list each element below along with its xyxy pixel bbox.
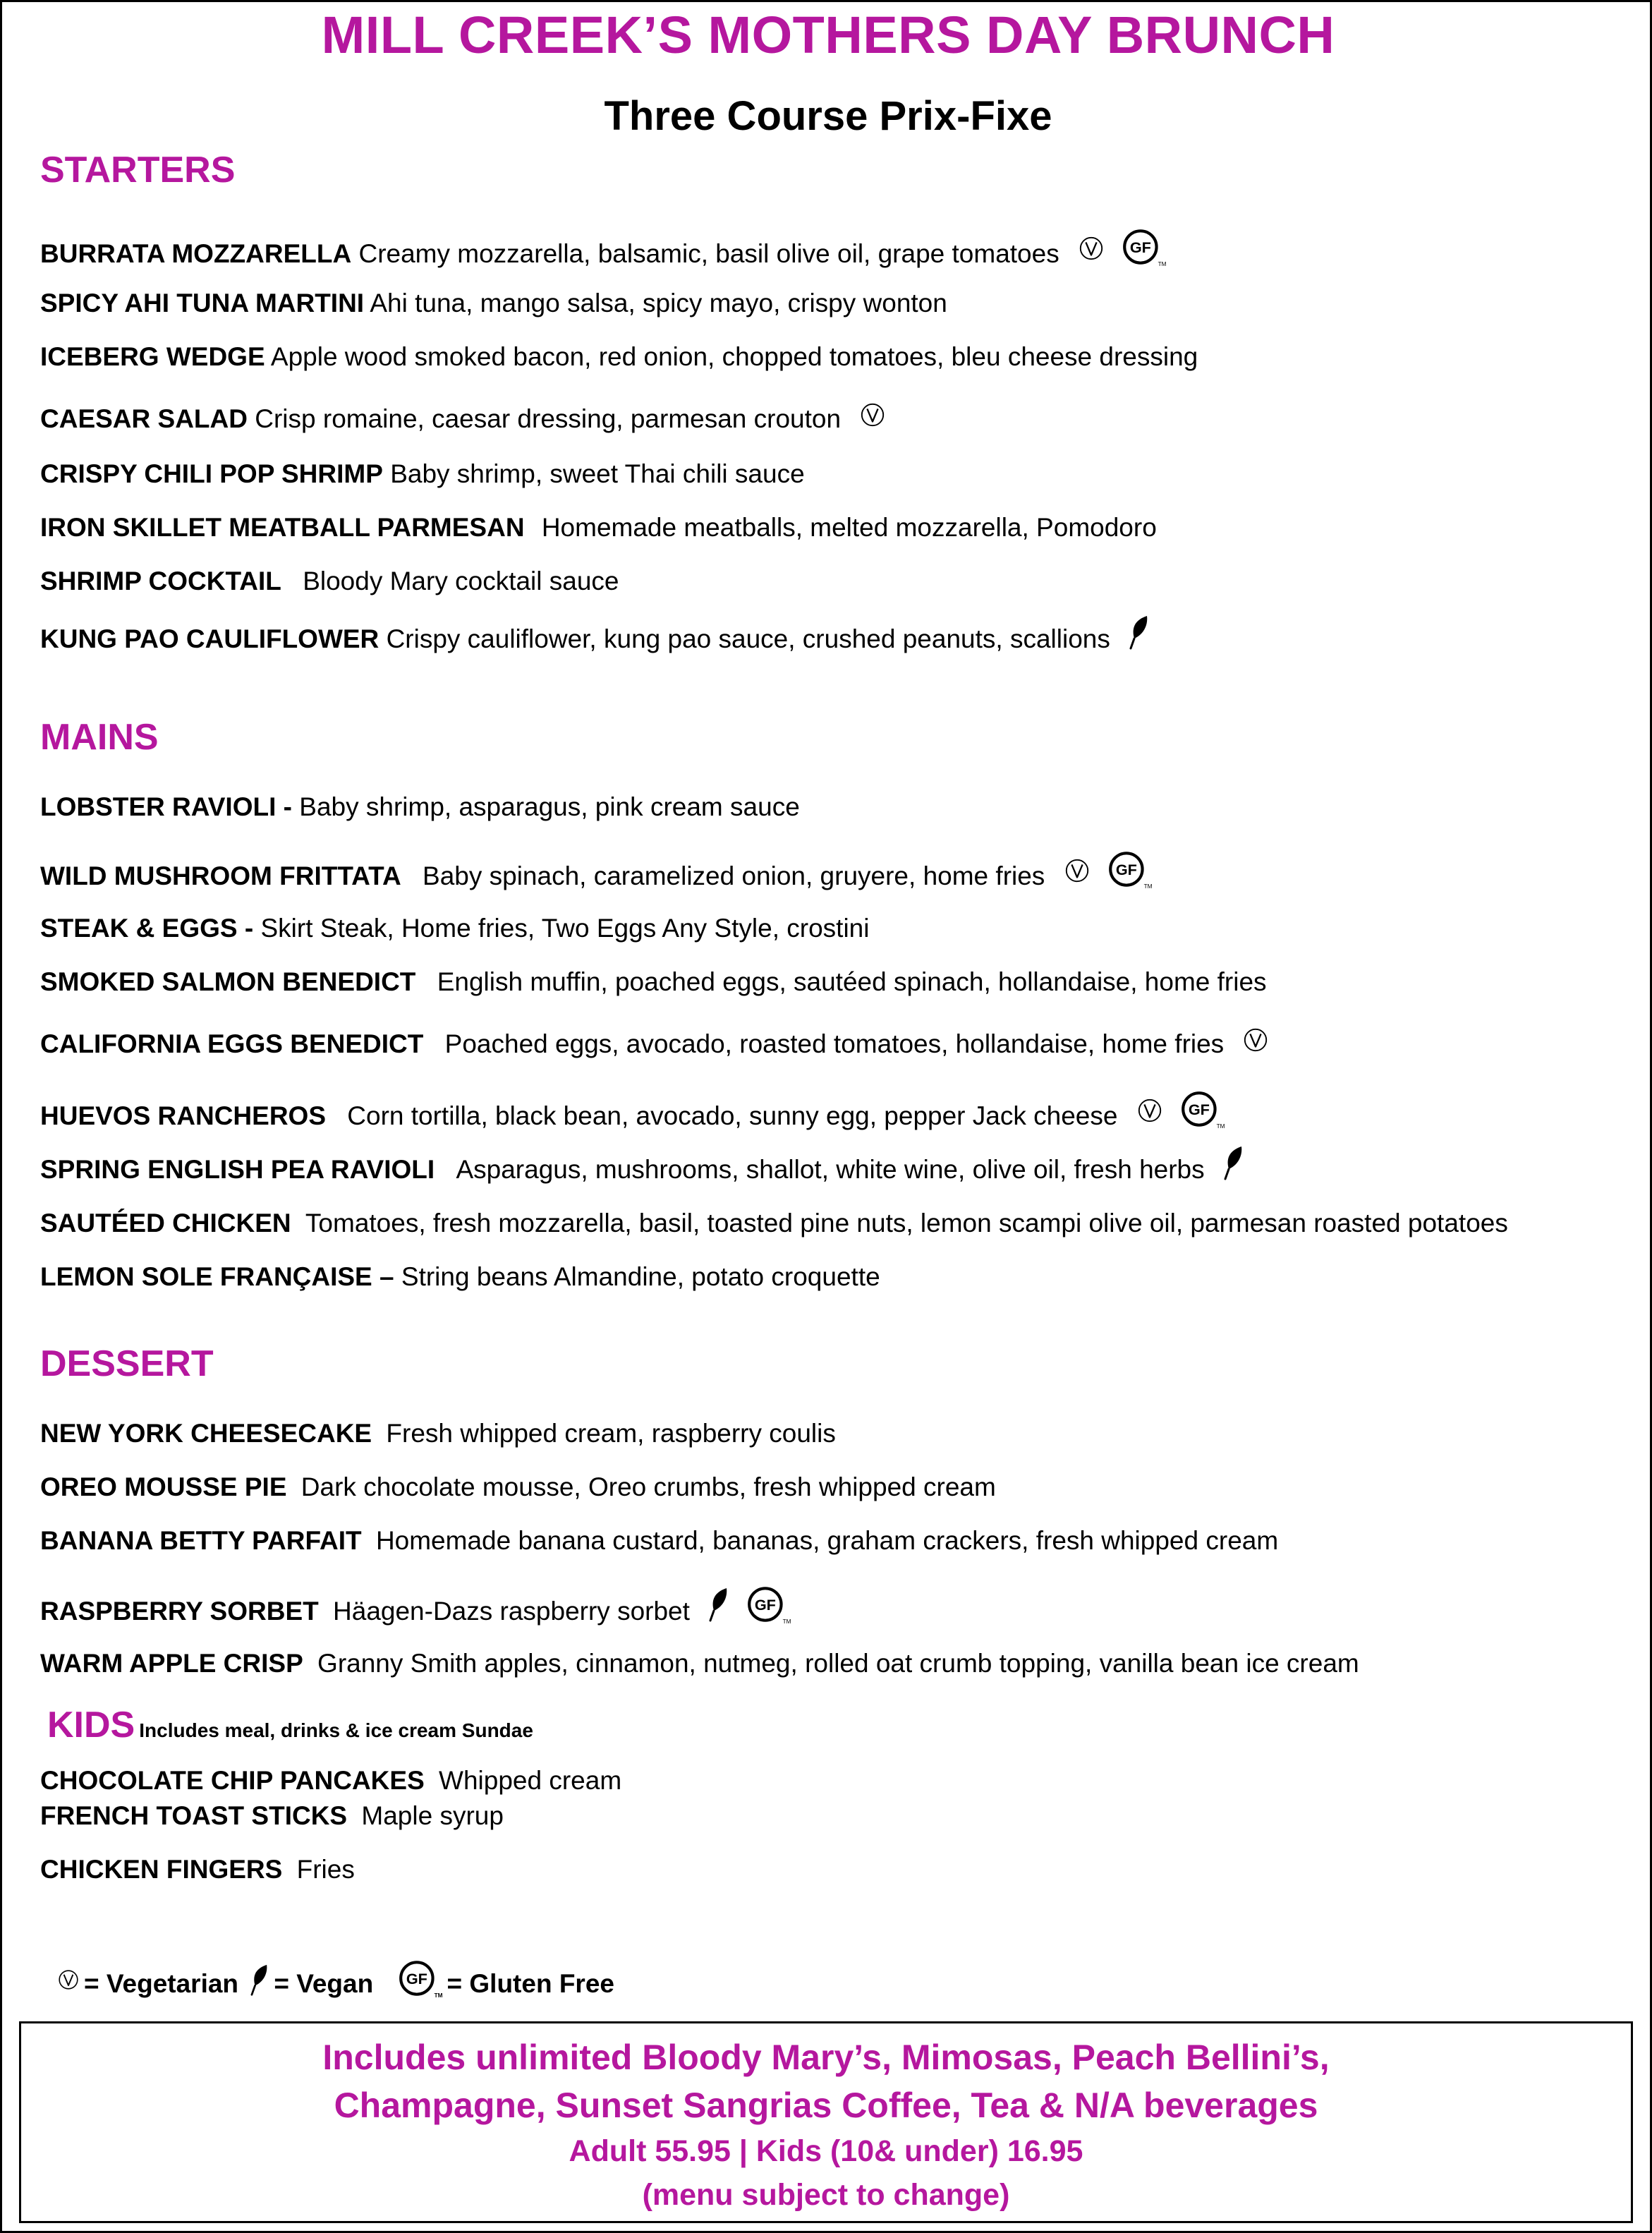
item-description: Maple syrup (361, 1801, 504, 1830)
item-name: RASPBERRY SORBET (40, 1596, 319, 1626)
vegetarian-icon (1078, 242, 1105, 269)
item-description: Homemade meatballs, melted mozzarella, Pomodoro (541, 513, 1157, 542)
menu-item (40, 1097, 1229, 1138)
menu-item (40, 914, 869, 944)
item-description: Crispy cauliflower, kung pao sauce, crushed peanuts, scallions (386, 624, 1110, 653)
item-name: STEAK & EGGS (40, 914, 238, 943)
gluten-free-icon (1120, 235, 1167, 276)
menu-item (40, 792, 800, 823)
menu-item (40, 1029, 1273, 1060)
page-title: MILL CREEK’S MOTHERS DAY BRUNCH (321, 6, 1335, 64)
item-name: WILD MUSHROOM FRITTATA (40, 861, 401, 890)
menu-item (40, 1855, 355, 1885)
item-description: Fries (296, 1855, 355, 1884)
item-description: Baby shrimp, sweet Thai chili sauce (390, 459, 805, 488)
dietary-legend (53, 1965, 614, 2006)
legend-vegan-label: = Vegan (274, 1968, 374, 1998)
item-name: SAUTÉED CHICKEN (40, 1209, 291, 1237)
menu-item (40, 1592, 796, 1633)
item-name: OREO MOUSSE PIE (40, 1472, 287, 1501)
item-name: SMOKED SALMON BENEDICT (40, 967, 416, 996)
beverage-pricing-box (19, 2021, 1633, 2223)
gluten-free-icon (396, 1965, 443, 2006)
item-name: CALIFORNIA EGGS BENEDICT (40, 1029, 424, 1058)
gluten-free-icon (1179, 1097, 1225, 1138)
page-subtitle: Three Course Prix-Fixe (604, 93, 1052, 139)
item-description: Apple wood smoked bacon, red onion, chopped tomatoes, bleu cheese dressing (270, 342, 1198, 371)
item-description: Ahi tuna, mango salsa, spicy mayo, crispy wonton (370, 289, 947, 317)
menu-item (40, 404, 890, 435)
item-description: Asparagus, mushrooms, shallot, white wine, olive oil, fresh herbs (456, 1154, 1205, 1184)
section-heading-mains: MAINS (40, 717, 159, 758)
kids-note: Includes meal, drinks & ice cream Sundae (139, 1719, 533, 1741)
item-description: Poached eggs, avocado, roasted tomatoes, hollandaise, home fries (444, 1029, 1225, 1058)
section-heading-kids (47, 1704, 533, 1746)
kids-heading-label: KIDS (47, 1705, 135, 1745)
vegetarian-icon (1136, 1104, 1163, 1131)
menu-item (40, 1419, 836, 1449)
item-name: SPRING ENGLISH PEA RAVIOLI (40, 1154, 435, 1184)
menu-item (40, 1649, 1359, 1679)
item-name: SHRIMP COCKTAIL (40, 567, 281, 595)
item-description: Häagen-Dazs raspberry sorbet (333, 1596, 690, 1626)
item-separator: - (244, 914, 254, 943)
menu-item (40, 967, 1267, 998)
item-name: CAESAR SALAD (40, 404, 248, 433)
beverage-line-1: Includes unlimited Bloody Mary’s, Mimosas, Peach Bellini’s, (322, 2038, 1330, 2077)
item-name: LOBSTER RAVIOLI (40, 792, 277, 821)
item-name: WARM APPLE CRISP (40, 1649, 303, 1678)
menu-disclaimer: (menu subject to change) (642, 2178, 1010, 2212)
menu-item (40, 289, 947, 319)
vegetarian-icon (1064, 864, 1091, 891)
item-description: Skirt Steak, Home fries, Two Eggs Any Style, crostini (260, 914, 870, 943)
vegetarian-icon (1242, 1034, 1269, 1060)
pricing-line: Adult 55.95 | Kids (10& under) 16.95 (569, 2134, 1083, 2168)
item-description: Crisp romaine, caesar dressing, parmesan crouton (255, 404, 842, 433)
vegan-leaf-icon (708, 1595, 729, 1630)
item-separator: – (379, 1262, 394, 1291)
item-description: Homemade banana custard, bananas, graham crackers, fresh whipped cream (375, 1526, 1279, 1555)
item-description: English muffin, poached eggs, sautéed spinach, hollandaise, home fries (437, 967, 1267, 996)
item-name: CRISPY CHILI POP SHRIMP (40, 459, 383, 488)
menu-item (40, 857, 1157, 898)
menu-item (40, 1526, 1278, 1556)
vegan-leaf-icon (1223, 1154, 1244, 1189)
gluten-free-icon (745, 1592, 791, 1633)
menu-item (40, 1472, 996, 1503)
item-description: Baby spinach, caramelized onion, gruyere, home fries (423, 861, 1045, 890)
menu-item (40, 1801, 504, 1832)
item-description: Bloody Mary cocktail sauce (303, 567, 619, 595)
legend-gluten-free-label: = Gluten Free (447, 1968, 614, 1998)
vegetarian-icon (859, 409, 886, 435)
item-description: Creamy mozzarella, balsamic, basil olive oil, grape tomatoes (358, 238, 1059, 268)
vegetarian-icon (57, 1974, 80, 1997)
section-heading-dessert: DESSERT (40, 1343, 214, 1384)
menu-item (40, 1209, 1508, 1239)
section-heading-starters: STARTERS (40, 150, 236, 190)
menu-item (40, 459, 805, 490)
item-name: LEMON SOLE FRANÇAISE (40, 1262, 372, 1291)
item-description: Dark chocolate mousse, Oreo crumbs, fresh whipped cream (300, 1472, 996, 1501)
item-name: BANANA BETTY PARFAIT (40, 1526, 362, 1555)
menu-item (40, 1262, 880, 1293)
menu-item (40, 513, 1157, 543)
item-name: ICEBERG WEDGE (40, 342, 265, 371)
item-name: SPICY AHI TUNA MARTINI (40, 289, 365, 317)
item-name: IRON SKILLET MEATBALL PARMESAN (40, 513, 525, 542)
item-name: CHOCOLATE CHIP PANCAKES (40, 1766, 425, 1795)
item-description: Tomatoes, fresh mozzarella, basil, toasted pine nuts, lemon scampi olive oil, parmesan roasted potatoes (305, 1209, 1508, 1237)
item-name: HUEVOS RANCHEROS (40, 1101, 326, 1130)
item-name: CHICKEN FINGERS (40, 1855, 283, 1884)
item-description: Corn tortilla, black bean, avocado, sunny egg, pepper Jack cheese (347, 1101, 1118, 1130)
legend-vegetarian-label: = Vegetarian (84, 1968, 239, 1998)
item-name: FRENCH TOAST STICKS (40, 1801, 348, 1830)
item-description: Granny Smith apples, cinnamon, nutmeg, rolled oat crumb topping, vanilla bean ice cream (317, 1649, 1359, 1678)
item-description: Fresh whipped cream, raspberry coulis (386, 1419, 836, 1448)
item-name: KUNG PAO CAULIFLOWER (40, 624, 379, 653)
vegan-leaf-icon (250, 1969, 269, 2002)
item-description: Whipped cream (439, 1766, 622, 1795)
menu-item (40, 342, 1198, 373)
vegan-leaf-icon (1129, 623, 1150, 658)
menu-item (40, 567, 619, 597)
menu-item (40, 1154, 1249, 1189)
item-separator: - (283, 792, 292, 821)
menu-item (40, 1766, 621, 1796)
menu-item (40, 235, 1171, 276)
gluten-free-icon (1106, 857, 1153, 898)
item-name: NEW YORK CHEESECAKE (40, 1419, 372, 1448)
item-name: BURRATA MOZZARELLA (40, 238, 352, 268)
item-description: String beans Almandine, potato croquette (401, 1262, 880, 1291)
menu-item (40, 623, 1154, 658)
beverage-line-2: Champagne, Sunset Sangrias Coffee, Tea & N/A beverages (334, 2086, 1318, 2125)
item-description: Baby shrimp, asparagus, pink cream sauce (299, 792, 800, 821)
